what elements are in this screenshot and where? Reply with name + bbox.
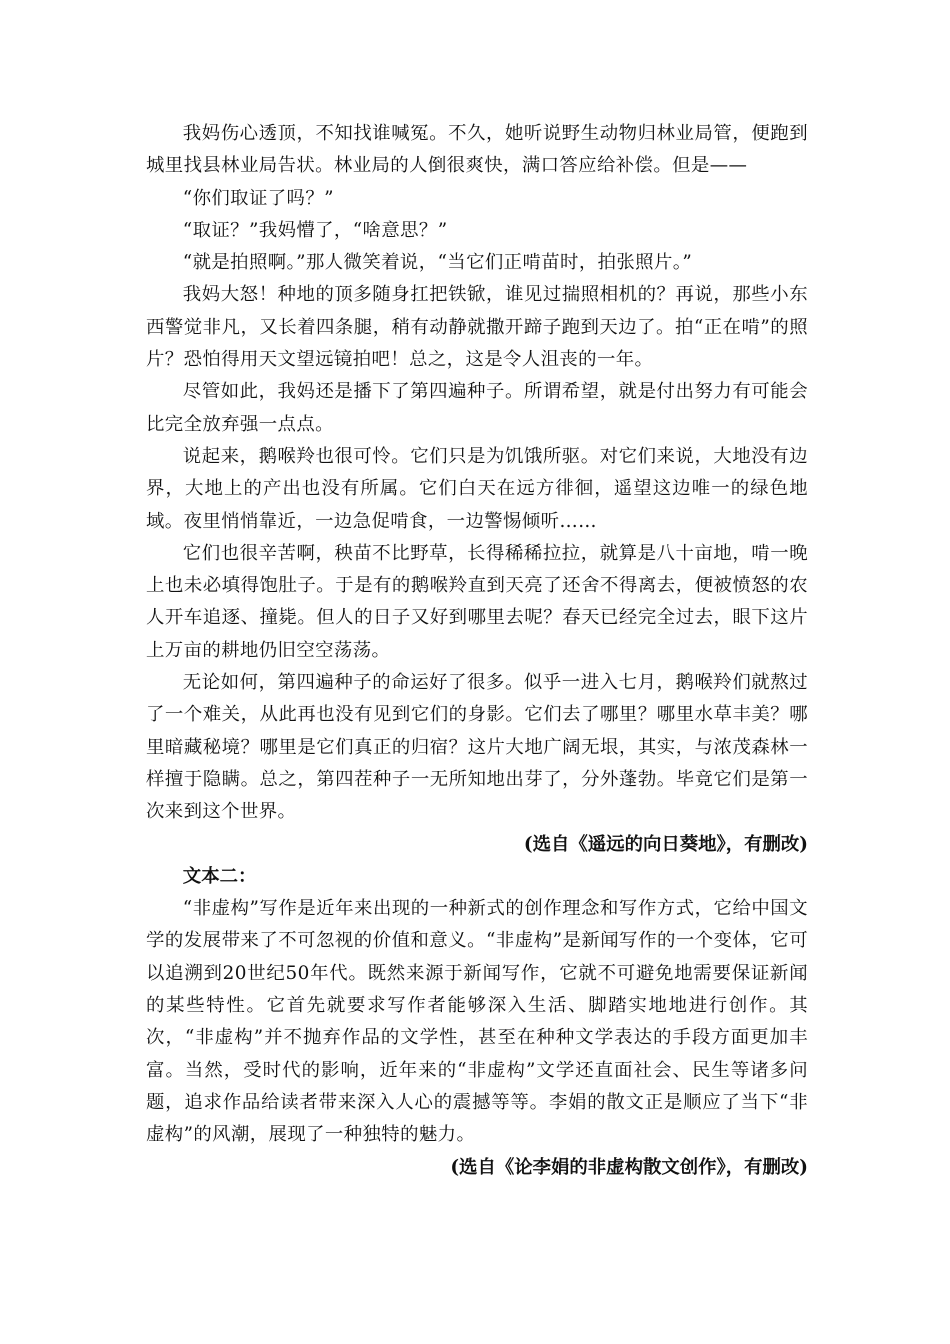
paragraph-3: “取证？”我妈懵了，“啥意思？” [182, 219, 448, 241]
paragraph-2: “你们取证了吗？” [182, 187, 334, 209]
paragraph-5: 我妈大怒！种地的顶多随身扛把铁锨，谁见过揣照相机的？再说，那些小东西警觉非凡，又长着四条腿，稍有动静就撒开蹄子跑到天边了。拍“正在啃”的照片？恐怕得用天文望远镜拍吧！总之，这是令人沮丧的一年。 [146, 284, 808, 371]
text2-paragraph-1: “非虚构”写作是近年来出现的一种新式的创作理念和写作方式，它给中国文学的发展带来了不可忽视的价值和意义。“非虚构”是新闻写作的一个变体，它可以追溯到20世纪50年代。既然来源于新闻写作，它就不可避免地需要保证新闻的某些特性。它首先就要求写作者能够深入生活、脚踏实地地进行创作。其次，“非虚构”并不抛弃作品的文学性，甚至在种种文学表达的手段方面更加丰富。当然，受时代的影响，近年来的“非虚构”文学还直面社会、民生等诸多问题，追求作品给读者带来深入人心的震撼等等。李娟的散文正是顺应了当下“非虚构”的风潮，展现了一种独特的魅力。 [146, 898, 808, 1146]
paragraph-6: 尽管如此，我妈还是播下了第四遍种子。所谓希望，就是付出努力有可能会比完全放弃强一点点。 [146, 381, 808, 435]
document-page [146, 118, 808, 1184]
paragraph-9: 无论如何，第四遍种子的命运好了很多。似乎一进入七月，鹅喉羚们就熬过了一个难关，从此再也没有见到它们的身影。它们去了哪里？哪里水草丰美？哪里暗藏秘境？哪里是它们真正的归宿？这片大地广阔无垠，其实，与浓茂森林一样擅于隐瞒。总之，第四茬种子一无所知地出芽了，分外蓬勃。毕竟它们是第一次来到这个世界。 [146, 672, 808, 823]
paragraph-8: 它们也很辛苦啊，秧苗不比野草，长得稀稀拉拉，就算是八十亩地，啃一晚上也未必填得饱肚子。于是有的鹅喉羚直到天亮了还舍不得离去，便被愤怒的农人开车追逐、撞毙。但人的日子又好到哪里去呢？春天已经完全过去，眼下这片上万亩的耕地仍旧空空荡荡。 [146, 542, 808, 661]
paragraph-4: “就是拍照啊。”那人微笑着说，“当它们正啃苗时，拍张照片。” [182, 252, 693, 274]
paragraph-7: 说起来，鹅喉羚也很可怜。它们只是为饥饿所驱。对它们来说，大地没有边界，大地上的产出也没有所属。它们白天在远方徘徊，遥望这边唯一的绿色地域。夜里悄悄靠近，一边急促啃食，一边警惕倾听…… [146, 445, 808, 532]
text1-source-citation: (选自《遥远的向日葵地》，有删改) [523, 833, 808, 855]
text2-source-citation: (选自《论李娟的非虚构散文创作》，有删改) [450, 1156, 808, 1178]
paragraph-1: 我妈伤心透顶，不知找谁喊冤。不久，她听说野生动物归林业局管，便跑到城里找县林业局告状。林业局的人倒很爽快，满口答应给补偿。但是—— [146, 123, 808, 177]
text2-heading: 文本二： [182, 865, 257, 887]
